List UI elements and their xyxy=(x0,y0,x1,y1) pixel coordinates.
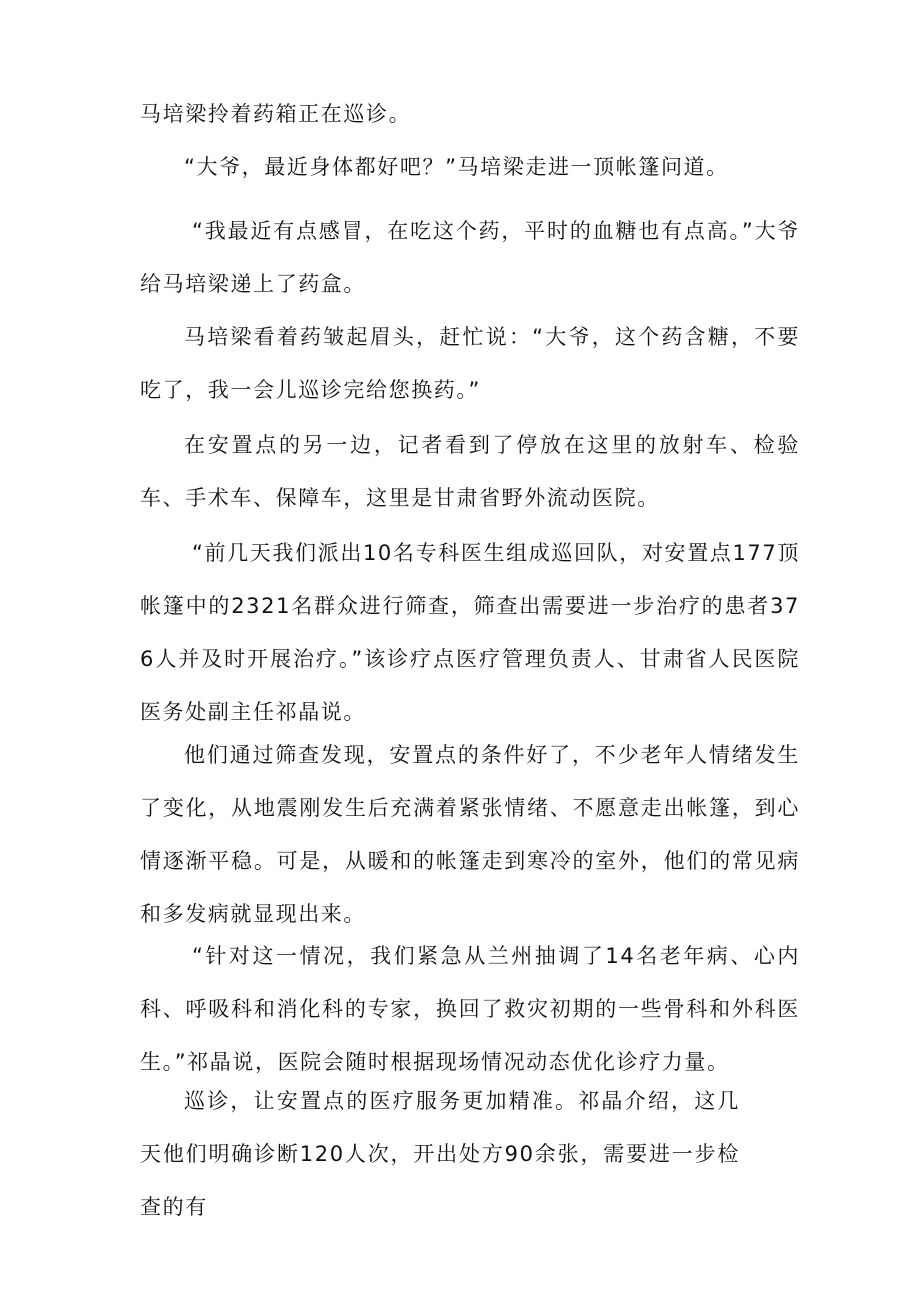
paragraph-5: 在安置点的另一边，记者看到了停放在这里的放射车、检验车、手术车、保障车，这里是甘肃省野外流动医院。 xyxy=(140,433,800,510)
paragraph-7: 他们通过筛查发现，安置点的条件好了，不少老年人情绪发生了变化，从地震刚发生后充满着紧张情绪、不愿意走出帐篷，到心情逐渐平稳。可是，从暖和的帐篷走到寒冷的室外，他们的常见病和多发病就显现出来。 xyxy=(140,743,800,926)
paragraph-6: “前几天我们派出10名专科医生组成巡回队，对安置点177顶帐篷中的2321名群众进行筛查，筛查出需要进一步治疗的患者376人并及时开展治疗。”该诊疗点医疗管理负责人、甘肃省人民医院医务处副主任祁晶说。 xyxy=(140,541,800,724)
paragraph-1: 马培梁拎着药箱正在巡诊。 xyxy=(140,102,412,126)
paragraph-2: “大爷，最近身体都好吧？”马培梁走进一顶帐篷问道。 xyxy=(184,155,729,179)
paragraph-8: “针对这一情况，我们紧急从兰州抽调了14名老年病、心内科、呼吸科和消化科的专家，换回了救灾初期的一些骨科和外科医生。”祁晶说，医院会随时根据现场情况动态优化诊疗力量。 xyxy=(140,944,800,1074)
paragraph-4: 马培梁看着药皱起眉头，赶忙说：“大爷，这个药含糖，不要吃了，我一会儿巡诊完给您换药。” xyxy=(140,325,800,402)
paragraph-9: 巡诊，让安置点的医疗服务更加精准。祁晶介绍，这几天他们明确诊断120人次，开出处方90余张，需要进一步检查的有 xyxy=(140,1089,740,1219)
paragraph-3: “我最近有点感冒，在吃这个药，平时的血糖也有点高。”大爷给马培梁递上了药盒。 xyxy=(140,219,800,296)
